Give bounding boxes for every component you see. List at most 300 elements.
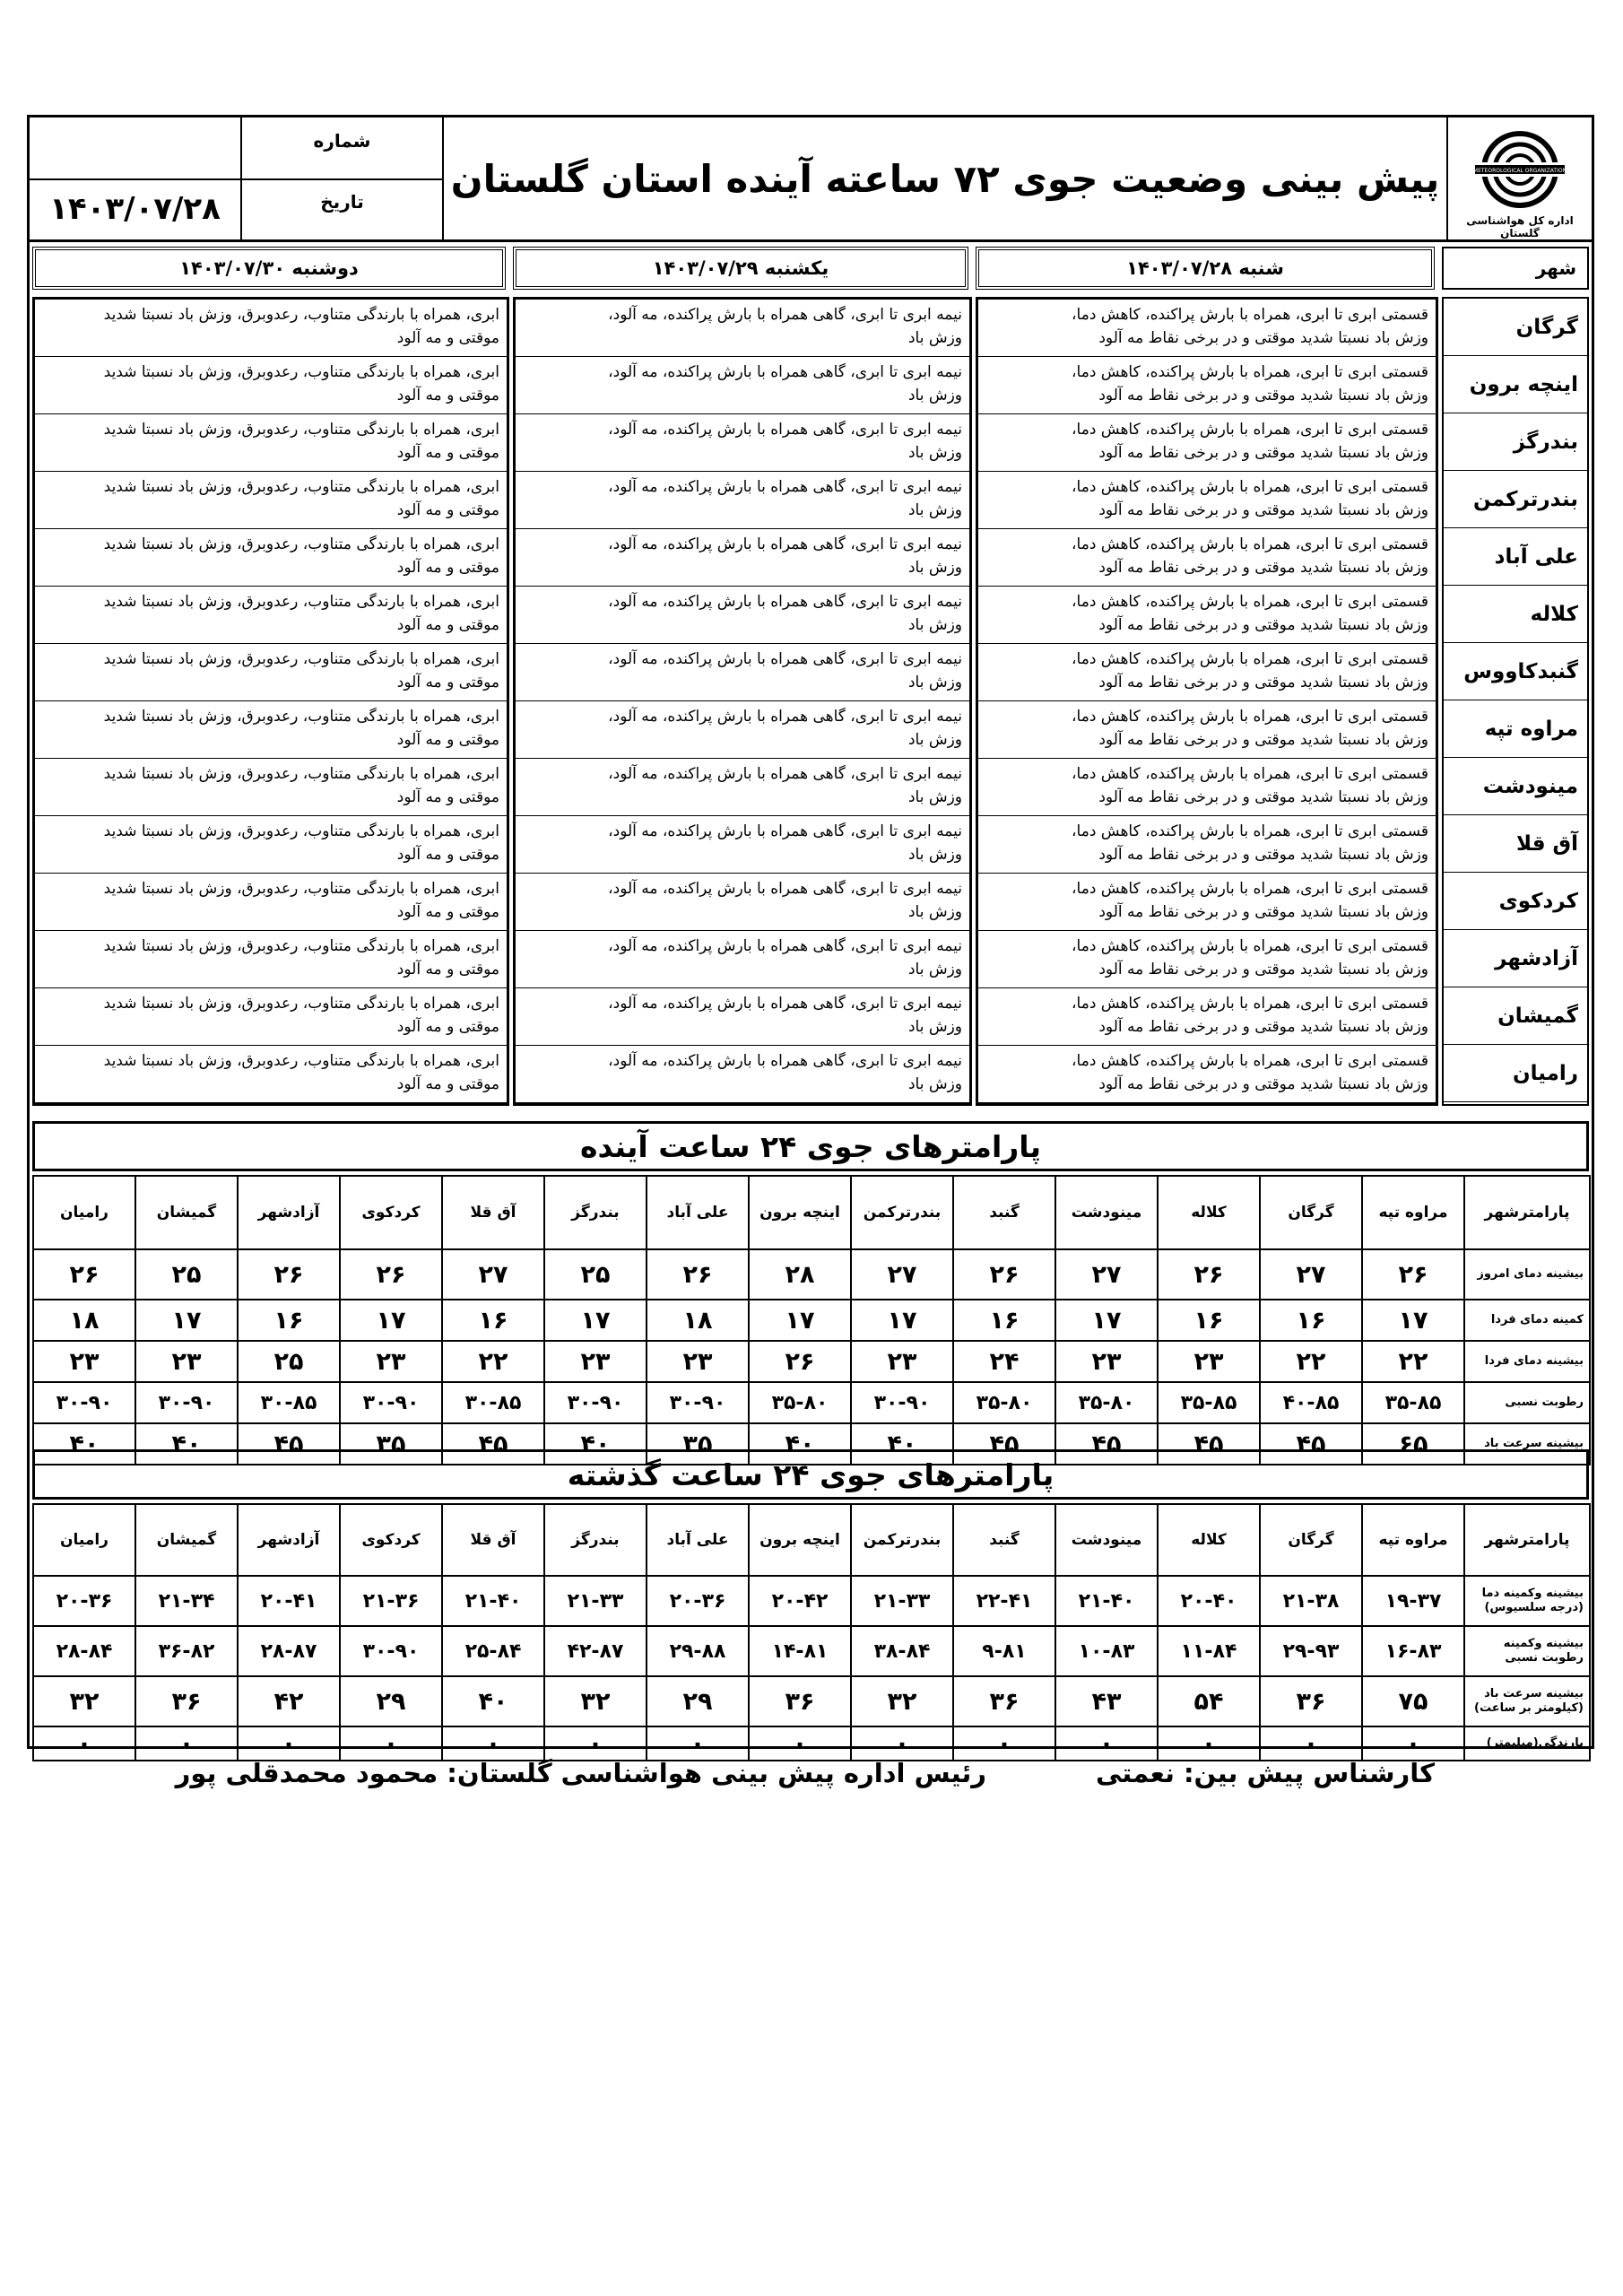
param-value: ۲۰-۴۰ [1158, 1576, 1260, 1626]
param-value: ۳۵-۸۰ [749, 1382, 851, 1423]
forecast-line: ابری، همراه با بارندگی متناوب، رعدوبرق، وزش باد نسبتا شدید [103, 593, 499, 611]
param-value: ۲۷ [1055, 1249, 1158, 1300]
forecast-line: ابری، همراه با بارندگی متناوب، رعدوبرق، وزش باد نسبتا شدید [103, 363, 499, 381]
param-row [33, 1576, 1590, 1626]
param-city-header: مراوه تپه [1362, 1504, 1464, 1576]
param-city-header: اینچه برون [749, 1176, 851, 1249]
param-header: پارامترشهر [1464, 1176, 1590, 1249]
forecast-cell [35, 644, 507, 701]
param-value: ۲۸-۸۷ [238, 1626, 340, 1676]
param-value: ۲۱-۳۳ [851, 1576, 953, 1626]
param-value: ۲۳ [647, 1341, 749, 1382]
param-value: ۲۶ [953, 1249, 1055, 1300]
param-value: ۰ [33, 1726, 135, 1761]
city-column [1442, 297, 1589, 1106]
param-city-header: آق قلا [442, 1176, 544, 1249]
forecast-line: نیمه ابری تا ابری، گاهی همراه با بارش پراکنده، مه آلود، [608, 822, 962, 840]
param-value: ۳۲ [33, 1676, 135, 1726]
param-value: ۱۱-۸۴ [1158, 1626, 1260, 1676]
forecast-line: وزش باد [907, 329, 962, 347]
day-header-saturday: شنبه ۱۴۰۳/۰۷/۲۸ [976, 247, 1435, 290]
param-value: ۲۶ [1158, 1249, 1260, 1300]
param-city-header: گمیشان [135, 1504, 238, 1576]
param-value: ۳۵ [340, 1423, 442, 1465]
forecast-line: قسمتی ابری تا ابری، همراه با بارش پراکنده، کاهش دما، [1072, 765, 1428, 783]
forecast-line: وزش باد نسبتا شدید موقتی و در برخی نقاط مه آلود [1098, 387, 1428, 404]
city-name: کردکوی [1444, 873, 1587, 930]
param-value: ۴۰-۸۵ [1260, 1382, 1362, 1423]
forecast-line: قسمتی ابری تا ابری، همراه با بارش پراکنده، کاهش دما، [1072, 535, 1428, 553]
forecast-cell [35, 931, 507, 988]
forecast-line: وزش باد [907, 903, 962, 921]
forecast-line: وزش باد [907, 846, 962, 864]
city-header: شهر [1442, 247, 1589, 290]
param-value: ۲۱-۳۶ [340, 1576, 442, 1626]
param-value: ۲۳ [851, 1341, 953, 1382]
forecast-line: قسمتی ابری تا ابری، همراه با بارش پراکنده، کاهش دما، [1072, 708, 1428, 726]
forecast-line: وزش باد [907, 674, 962, 691]
forecast-line: ابری، همراه با بارندگی متناوب، رعدوبرق، وزش باد نسبتا شدید [103, 937, 499, 955]
next24-title: پارامترهای جوی ۲۴ ساعت آینده [32, 1121, 1589, 1171]
param-value: ۲۸-۸۴ [33, 1626, 135, 1676]
param-value: ۳۰-۹۰ [647, 1382, 749, 1423]
city-name: آق قلا [1444, 815, 1587, 873]
forecast-line: نیمه ابری تا ابری، گاهی همراه با بارش پراکنده، مه آلود، [608, 421, 962, 439]
param-city-header: علی آباد [647, 1176, 749, 1249]
param-value: ۱۷ [749, 1300, 851, 1341]
forecast-line: وزش باد [907, 1075, 962, 1093]
forecast-line: قسمتی ابری تا ابری، همراه با بارش پراکنده، کاهش دما، [1072, 478, 1428, 496]
param-city-header: گرگان [1260, 1176, 1362, 1249]
param-value: ۰ [1260, 1726, 1362, 1761]
param-value: ۳۰-۸۵ [238, 1382, 340, 1423]
city-name: کلاله [1444, 586, 1587, 643]
param-value: ۰ [340, 1726, 442, 1761]
param-value: ۹-۸۱ [953, 1626, 1055, 1676]
param-value: ۱۷ [135, 1300, 238, 1341]
forecast-line: قسمتی ابری تا ابری، همراه با بارش پراکنده، کاهش دما، [1072, 421, 1428, 439]
forecast-line: وزش باد نسبتا شدید موقتی و در برخی نقاط مه آلود [1098, 559, 1428, 577]
param-value: ۲۲ [442, 1341, 544, 1382]
param-value: ۲۳ [544, 1341, 647, 1382]
param-value: ۲۰-۴۲ [749, 1576, 851, 1626]
param-city-header: آزادشهر [238, 1504, 340, 1576]
forecast-line: وزش باد نسبتا شدید موقتی و در برخی نقاط مه آلود [1098, 788, 1428, 806]
forecast-cell [978, 357, 1436, 414]
forecast-line: وزش باد نسبتا شدید موقتی و در برخی نقاط مه آلود [1098, 846, 1428, 864]
param-value: ۲۵ [135, 1249, 238, 1300]
forecast-cell [516, 988, 969, 1046]
param-value: ۲۶ [33, 1249, 135, 1300]
forecast-cell [516, 701, 969, 759]
param-value: ۴۵ [1260, 1423, 1362, 1465]
forecast-cell [978, 587, 1436, 644]
param-value: ۲۶ [1362, 1249, 1464, 1300]
param-value: ۴۰ [442, 1676, 544, 1726]
param-label: بیشینه دمای امروز [1464, 1249, 1590, 1300]
param-value: ۳۶ [1260, 1676, 1362, 1726]
forecast-line: موقتی و مه آلود [396, 501, 499, 519]
param-row [33, 1341, 1590, 1382]
forecast-line: ابری، همراه با بارندگی متناوب، رعدوبرق، وزش باد نسبتا شدید [103, 880, 499, 898]
param-header: پارامترشهر [1464, 1504, 1590, 1576]
param-value: ۳۲ [544, 1676, 647, 1726]
param-city-header: بندرترکمن [851, 1504, 953, 1576]
forecast-line: قسمتی ابری تا ابری، همراه با بارش پراکنده، کاهش دما، [1072, 937, 1428, 955]
param-city-header: کردکوی [340, 1504, 442, 1576]
param-value: ۰ [1158, 1726, 1260, 1761]
city-name: بندرگز [1444, 413, 1587, 471]
forecast-line: وزش باد نسبتا شدید موقتی و در برخی نقاط مه آلود [1098, 903, 1428, 921]
param-row [33, 1382, 1590, 1423]
param-value: ۰ [544, 1726, 647, 1761]
city-name: اینچه برون [1444, 356, 1587, 413]
forecast-line: موقتی و مه آلود [396, 731, 499, 749]
param-value: ۰ [1055, 1726, 1158, 1761]
param-value: ۳۰-۹۰ [851, 1382, 953, 1423]
forecast-cell [978, 1046, 1436, 1103]
forecast-line: نیمه ابری تا ابری، گاهی همراه با بارش پراکنده، مه آلود، [608, 650, 962, 668]
forecast-line: وزش باد نسبتا شدید موقتی و در برخی نقاط مه آلود [1098, 1018, 1428, 1036]
forecast-line: وزش باد [907, 387, 962, 404]
param-label: کمینه دمای فردا [1464, 1300, 1590, 1341]
forecast-cell [516, 1046, 969, 1103]
param-value: ۲۲-۴۱ [953, 1576, 1055, 1626]
forecast-line: وزش باد [907, 961, 962, 978]
next24-table [32, 1175, 1591, 1465]
param-value: ۳۰-۸۵ [442, 1382, 544, 1423]
param-city-header: گنبد [953, 1504, 1055, 1576]
forecast-line: وزش باد نسبتا شدید موقتی و در برخی نقاط مه آلود [1098, 961, 1428, 978]
forecast-line: نیمه ابری تا ابری، گاهی همراه با بارش پراکنده، مه آلود، [608, 593, 962, 611]
param-value: ۲۲ [1362, 1341, 1464, 1382]
head-of-office: رئیس اداره پیش بینی هواشناسی گلستان: محمود محمدقلی پور [175, 1758, 986, 1788]
param-value: ۱۷ [1362, 1300, 1464, 1341]
param-row [33, 1726, 1590, 1761]
forecast-cell [516, 587, 969, 644]
param-value: ۱۶ [1260, 1300, 1362, 1341]
forecast-line: قسمتی ابری تا ابری، همراه با بارش پراکنده، کاهش دما، [1072, 880, 1428, 898]
param-label: بارندگی(میلیمتر) [1464, 1726, 1590, 1761]
param-value: ۲۷ [442, 1249, 544, 1300]
forecast-line: موقتی و مه آلود [396, 961, 499, 978]
city-name: گرگان [1444, 299, 1587, 356]
forecast-cell [35, 357, 507, 414]
forecast-line: نیمه ابری تا ابری، گاهی همراه با بارش پراکنده، مه آلود، [608, 880, 962, 898]
past24-title: پارامترهای جوی ۲۴ ساعت گذشته [32, 1449, 1589, 1500]
forecast-cell [35, 529, 507, 587]
param-row [33, 1626, 1590, 1676]
param-value: ۲۹ [340, 1676, 442, 1726]
param-value: ۳۶ [135, 1676, 238, 1726]
param-value: ۲۳ [340, 1341, 442, 1382]
param-city-header: گمیشان [135, 1176, 238, 1249]
param-city-header: اینچه برون [749, 1504, 851, 1576]
param-value: ۲۱-۳۸ [1260, 1576, 1362, 1626]
forecast-cell [35, 587, 507, 644]
forecast-line: وزش باد نسبتا شدید موقتی و در برخی نقاط مه آلود [1098, 501, 1428, 519]
forecast-line: نیمه ابری تا ابری، گاهی همراه با بارش پراکنده، مه آلود، [608, 765, 962, 783]
logo-text: METEOROLOGICAL ORGANIZATION [1472, 168, 1567, 174]
param-value: ۴۵ [1158, 1423, 1260, 1465]
document-header [30, 117, 1592, 242]
param-value: ۳۵-۸۰ [1055, 1382, 1158, 1423]
forecast-line: موقتی و مه آلود [396, 444, 499, 462]
param-value: ۲۳ [33, 1341, 135, 1382]
param-value: ۲۹ [647, 1676, 749, 1726]
forecast-line: قسمتی ابری تا ابری، همراه با بارش پراکنده، کاهش دما، [1072, 650, 1428, 668]
param-value: ۲۹-۸۸ [647, 1626, 749, 1676]
forecast-line: قسمتی ابری تا ابری، همراه با بارش پراکنده، کاهش دما، [1072, 306, 1428, 324]
param-city-header: مینودشت [1055, 1504, 1158, 1576]
param-value: ۱۶ [953, 1300, 1055, 1341]
param-row [33, 1676, 1590, 1726]
forecast-cell [978, 300, 1436, 357]
forecaster-name: کارشناس پیش بین: نعمتی [1095, 1758, 1435, 1788]
param-value: ۳۵ [647, 1423, 749, 1465]
forecast-line: وزش باد [907, 501, 962, 519]
forecast-cell [978, 529, 1436, 587]
forecast-cell [978, 472, 1436, 529]
param-value: ۲۱-۳۴ [135, 1576, 238, 1626]
param-city-header: گنبد [953, 1176, 1055, 1249]
forecast-cell [516, 931, 969, 988]
forecast-cell [516, 644, 969, 701]
forecast-line: قسمتی ابری تا ابری، همراه با بارش پراکنده، کاهش دما، [1072, 1052, 1428, 1070]
param-value: ۴۳ [1055, 1676, 1158, 1726]
param-value: ۱۸ [33, 1300, 135, 1341]
forecast-line: وزش باد [907, 1018, 962, 1036]
forecast-cell [35, 988, 507, 1046]
forecast-cell [978, 701, 1436, 759]
forecast-line: ابری، همراه با بارندگی متناوب، رعدوبرق، وزش باد نسبتا شدید [103, 995, 499, 1013]
param-value: ۰ [1362, 1726, 1464, 1761]
param-value: ۱۴-۸۱ [749, 1626, 851, 1676]
forecast-cell [35, 874, 507, 931]
forecast-line: ابری، همراه با بارندگی متناوب، رعدوبرق، وزش باد نسبتا شدید [103, 765, 499, 783]
param-value: ۳۶ [749, 1676, 851, 1726]
param-value: ۲۹-۹۳ [1260, 1626, 1362, 1676]
forecast-line: ابری، همراه با بارندگی متناوب، رعدوبرق، وزش باد نسبتا شدید [103, 1052, 499, 1070]
param-value: ۳۰-۹۰ [340, 1626, 442, 1676]
city-name: گنبدکاووس [1444, 643, 1587, 700]
forecast-line: نیمه ابری تا ابری، گاهی همراه با بارش پراکنده، مه آلود، [608, 708, 962, 726]
param-value: ۱۷ [1055, 1300, 1158, 1341]
param-value: ۲۲ [1260, 1341, 1362, 1382]
forecast-cell [516, 816, 969, 874]
param-value: ۲۳ [1158, 1341, 1260, 1382]
forecast-line: نیمه ابری تا ابری، گاهی همراه با بارش پراکنده، مه آلود، [608, 995, 962, 1013]
forecast-cell [35, 414, 507, 472]
forecast-line: موقتی و مه آلود [396, 674, 499, 691]
param-value: ۱۶-۸۳ [1362, 1626, 1464, 1676]
forecast-line: موقتی و مه آلود [396, 903, 499, 921]
forecast-line: موقتی و مه آلود [396, 616, 499, 634]
param-value: ۴۵ [953, 1423, 1055, 1465]
forecast-cell [35, 816, 507, 874]
number-label: شماره [313, 130, 371, 152]
forecast-line: وزش باد نسبتا شدید موقتی و در برخی نقاط مه آلود [1098, 731, 1428, 749]
date-value: ۱۴۰۳/۰۷/۲۸ [30, 178, 242, 239]
param-value: ۰ [851, 1726, 953, 1761]
param-city-header: رامیان [33, 1176, 135, 1249]
logo-caption: اداره کل هواشناسی گلستان [1466, 214, 1574, 239]
param-value: ۲۸ [749, 1249, 851, 1300]
day-column-monday [32, 297, 509, 1106]
forecast-line: وزش باد [907, 788, 962, 806]
page-title: پیش بینی وضعیت جوی ۷۲ ساعته آینده استان گلستان [444, 117, 1448, 239]
param-value: ۳۶-۸۲ [135, 1626, 238, 1676]
param-value: ۱۸ [647, 1300, 749, 1341]
param-value: ۳۸-۸۴ [851, 1626, 953, 1676]
past24-table [32, 1503, 1591, 1761]
param-row [33, 1249, 1590, 1300]
forecast-line: نیمه ابری تا ابری، گاهی همراه با بارش پراکنده، مه آلود، [608, 363, 962, 381]
param-city-header: کردکوی [340, 1176, 442, 1249]
param-city-header: بندرگز [544, 1176, 647, 1249]
param-value: ۳۵-۸۰ [953, 1382, 1055, 1423]
meteorological-logo [1448, 117, 1592, 239]
forecast-cell [516, 874, 969, 931]
forecast-line: وزش باد نسبتا شدید موقتی و در برخی نقاط مه آلود [1098, 674, 1428, 691]
forecast-cell [35, 701, 507, 759]
forecast-line: قسمتی ابری تا ابری، همراه با بارش پراکنده، کاهش دما، [1072, 995, 1428, 1013]
param-city-header: کلاله [1158, 1504, 1260, 1576]
number-date-box [30, 117, 444, 239]
param-value: ۴۵ [1055, 1423, 1158, 1465]
param-value: ۴۲-۸۷ [544, 1626, 647, 1676]
param-label: رطوبت نسبی [1464, 1382, 1590, 1423]
forecast-cell [516, 759, 969, 816]
forecast-line: ابری، همراه با بارندگی متناوب، رعدوبرق، وزش باد نسبتا شدید [103, 650, 499, 668]
forecast-cell [35, 1046, 507, 1103]
param-value: ۱۷ [544, 1300, 647, 1341]
forecast-line: وزش باد [907, 444, 962, 462]
param-value: ۴۵ [238, 1423, 340, 1465]
param-value: ۰ [749, 1726, 851, 1761]
param-value: ۲۰-۴۱ [238, 1576, 340, 1626]
forecast-line: وزش باد نسبتا شدید موقتی و در برخی نقاط مه آلود [1098, 1075, 1428, 1093]
param-value: ۲۵ [238, 1341, 340, 1382]
param-value: ۴۲ [238, 1676, 340, 1726]
param-value: ۲۶ [647, 1249, 749, 1300]
forecast-cell [35, 759, 507, 816]
day-header-monday: دوشنبه ۱۴۰۳/۰۷/۳۰ [32, 247, 506, 290]
param-value: ۲۱-۴۰ [442, 1576, 544, 1626]
param-label: بیشینه وکمینه رطوبت نسبی [1464, 1626, 1590, 1676]
param-city-header: علی آباد [647, 1504, 749, 1576]
forecast-cell [35, 300, 507, 357]
param-city-header: رامیان [33, 1504, 135, 1576]
forecast-line: ابری، همراه با بارندگی متناوب، رعدوبرق، وزش باد نسبتا شدید [103, 708, 499, 726]
forecast-line: نیمه ابری تا ابری، گاهی همراه با بارش پراکنده، مه آلود، [608, 535, 962, 553]
param-city-header: مراوه تپه [1362, 1176, 1464, 1249]
forecast-cell [516, 300, 969, 357]
param-value: ۲۵-۸۴ [442, 1626, 544, 1676]
city-name: بندرترکمن [1444, 471, 1587, 528]
forecast-line: قسمتی ابری تا ابری، همراه با بارش پراکنده، کاهش دما، [1072, 363, 1428, 381]
param-city-header: بندرترکمن [851, 1176, 953, 1249]
param-value: ۴۵ [442, 1423, 544, 1465]
forecast-line: ابری، همراه با بارندگی متناوب، رعدوبرق، وزش باد نسبتا شدید [103, 535, 499, 553]
param-value: ۲۶ [749, 1341, 851, 1382]
param-value: ۳۰-۹۰ [135, 1382, 238, 1423]
forecast-line: وزش باد [907, 616, 962, 634]
forecast-line: وزش باد [907, 731, 962, 749]
forecast-line: وزش باد نسبتا شدید موقتی و در برخی نقاط مه آلود [1098, 444, 1428, 462]
forecast-cell [978, 816, 1436, 874]
city-name: مراوه تپه [1444, 700, 1587, 758]
param-value: ۳۰-۹۰ [544, 1382, 647, 1423]
forecast-cell [516, 414, 969, 472]
param-value: ۳۵-۸۵ [1158, 1382, 1260, 1423]
param-value: ۲۴ [953, 1341, 1055, 1382]
param-value: ۰ [647, 1726, 749, 1761]
param-value: ۴۰ [135, 1423, 238, 1465]
day-column-sunday [513, 297, 972, 1106]
forecast-line: نیمه ابری تا ابری، گاهی همراه با بارش پراکنده، مه آلود، [608, 1052, 962, 1070]
param-value: ۱۶ [1158, 1300, 1260, 1341]
param-value: ۱۶ [442, 1300, 544, 1341]
param-value: ۳۰-۹۰ [33, 1382, 135, 1423]
forecast-line: نیمه ابری تا ابری، گاهی همراه با بارش پراکنده، مه آلود، [608, 937, 962, 955]
forecast-line: ابری، همراه با بارندگی متناوب، رعدوبرق، وزش باد نسبتا شدید [103, 421, 499, 439]
forecast-line: موقتی و مه آلود [396, 1018, 499, 1036]
city-name: گمیشان [1444, 987, 1587, 1045]
city-name: علی آباد [1444, 528, 1587, 586]
forecast-line: وزش باد نسبتا شدید موقتی و در برخی نقاط مه آلود [1098, 616, 1428, 634]
forecast-line: موقتی و مه آلود [396, 329, 499, 347]
number-value [30, 117, 242, 178]
forecast-cell [978, 759, 1436, 816]
param-value: ۴۰ [851, 1423, 953, 1465]
forecast-cell [978, 931, 1436, 988]
param-value: ۵۴ [1158, 1676, 1260, 1726]
param-value: ۲۶ [340, 1249, 442, 1300]
param-value: ۳۵-۸۵ [1362, 1382, 1464, 1423]
forecast-line: ابری، همراه با بارندگی متناوب، رعدوبرق، وزش باد نسبتا شدید [103, 478, 499, 496]
param-value: ۶۵ [1362, 1423, 1464, 1465]
param-value: ۰ [953, 1726, 1055, 1761]
param-label: بیشینه سرعت باد [1464, 1423, 1590, 1465]
param-value: ۲۶ [238, 1249, 340, 1300]
forecast-cell [516, 529, 969, 587]
param-value: ۲۱-۳۳ [544, 1576, 647, 1626]
forecast-line: موقتی و مه آلود [396, 846, 499, 864]
param-label: بیشینه سرعت باد (کیلومتر بر ساعت) [1464, 1676, 1590, 1726]
param-value: ۲۵ [544, 1249, 647, 1300]
param-value: ۱۰-۸۳ [1055, 1626, 1158, 1676]
param-value: ۲۷ [1260, 1249, 1362, 1300]
day-column-saturday [976, 297, 1438, 1106]
param-city-header: مینودشت [1055, 1176, 1158, 1249]
param-value: ۰ [238, 1726, 340, 1761]
param-value: ۲۳ [1055, 1341, 1158, 1382]
param-city-header: کلاله [1158, 1176, 1260, 1249]
param-value: ۴۰ [749, 1423, 851, 1465]
forecast-cell [978, 988, 1436, 1046]
date-label: تاریخ [320, 191, 364, 213]
city-name: مینودشت [1444, 758, 1587, 815]
param-value: ۳۲ [851, 1676, 953, 1726]
param-value: ۴۰ [33, 1423, 135, 1465]
param-value: ۷۵ [1362, 1676, 1464, 1726]
city-name: آزادشهر [1444, 930, 1587, 987]
param-value: ۰ [135, 1726, 238, 1761]
forecast-cell [35, 472, 507, 529]
forecast-line: قسمتی ابری تا ابری، همراه با بارش پراکنده، کاهش دما، [1072, 822, 1428, 840]
forecast-cell [516, 357, 969, 414]
